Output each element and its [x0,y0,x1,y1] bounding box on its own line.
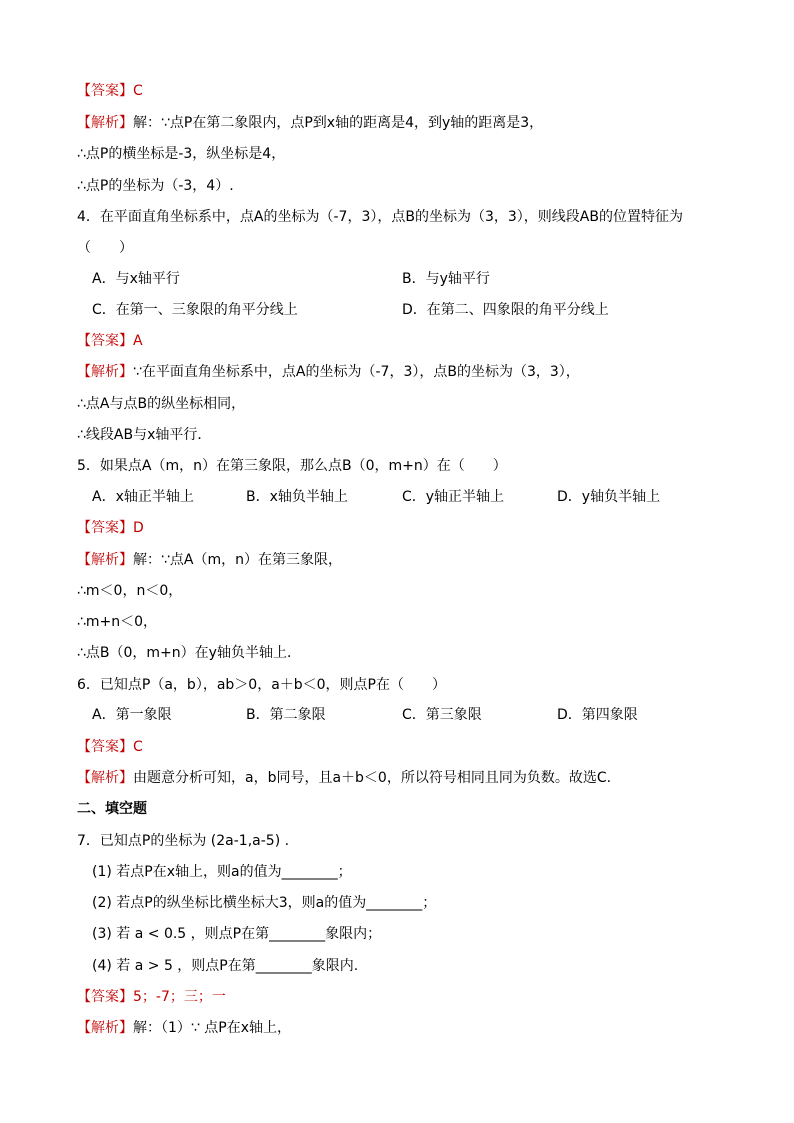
prev-answer-line [77,82,143,100]
answer-tag: 【答案】 [77,739,133,755]
q7-part-3: (3) 若 a < 0.5 ，则点P在第________象限内； [92,926,382,942]
answer-tag: 【答案】 [77,333,133,349]
analysis-tag: 【解析】 [77,770,133,786]
analysis-text: 由题意分析可知，a，b同号，且a＋b＜0，所以符号相同且同为负数。故选C. [133,770,612,786]
prev-analysis-line-1 [77,114,543,132]
q6-analysis-line [77,769,611,787]
q4-answer-line [77,332,143,350]
analysis-tag: 【解析】 [77,364,133,380]
q7-answer-line [77,988,226,1006]
answer-tag: 【答案】 [77,83,133,99]
q4-analysis-line-2: ∴点A与点B的纵坐标相同， [77,396,246,412]
q7-analysis-line [77,1019,291,1037]
analysis-text: 解：∵点A（m，n）在第三象限， [133,552,342,568]
answer-value: A [133,333,143,349]
q5-option-c: C．y轴正半轴上 [402,489,505,505]
q6-option-a: A．第一象限 [92,707,172,723]
q5-option-d: D．y轴负半轴上 [557,489,661,505]
answer-value: 5；-7；三；一 [133,989,226,1005]
q5-answer-line [77,519,144,537]
analysis-text: ∵在平面直角坐标系中，点A的坐标为（-7，3），点B的坐标为（3，3）， [133,364,580,380]
analysis-text: 解：（1）∵ 点P在x轴上， [133,1020,291,1036]
q5-option-a: A．x轴正半轴上 [92,489,194,505]
q5-analysis-line-2: ∴m＜0，n＜0， [77,583,183,599]
q4-stem-line-1: 4．在平面直角坐标系中，点A的坐标为（-7，3），点B的坐标为（3，3），则线段AB的位置特征为 [77,209,683,225]
answer-tag: 【答案】 [77,520,133,536]
prev-analysis-line-3: ∴点P的坐标为（-3，4）. [77,178,234,194]
q5-analysis-line-1 [77,551,342,569]
q7-part-2: (2) 若点P的纵坐标比横坐标大3，则a的值为________； [92,895,437,911]
q4-option-a: A．与x轴平行 [92,271,180,287]
q6-answer-line [77,738,143,756]
q7-part-1: (1) 若点P在x轴上，则a的值为________； [92,864,352,880]
analysis-tag: 【解析】 [77,115,133,131]
q4-analysis-line-3: ∴线段AB与x轴平行． [77,427,212,443]
answer-value: C [133,739,143,755]
q5-stem: 5．如果点A（m，n）在第三象限，那么点B（0，m+n）在（ ） [77,458,507,474]
section-title: 二、填空题 [77,801,147,817]
q6-stem: 6．已知点P（a，b），ab＞0，a＋b＜0，则点P在（ ） [77,677,447,693]
q6-option-d: D．第四象限 [557,707,638,723]
q4-option-b: B．与y轴平行 [402,271,490,287]
q4-analysis-line-1 [77,363,580,381]
q4-stem-line-2: （ ） [77,240,133,256]
prev-analysis-line-2: ∴点P的横坐标是-3，纵坐标是4， [77,146,286,162]
q5-option-b: B．x轴负半轴上 [246,489,348,505]
answer-value: D [133,520,144,536]
q5-analysis-line-4: ∴点B（0，m+n）在y轴负半轴上． [77,645,301,661]
q6-option-b: B．第二象限 [246,707,326,723]
analysis-tag: 【解析】 [77,552,133,568]
analysis-text: 解：∵点P在第二象限内，点P到x轴的距离是4，到y轴的距离是3， [133,115,544,131]
answer-value: C [133,83,143,99]
q7-stem: 7．已知点P的坐标为 (2a-1,a-5) . [77,833,290,849]
q5-analysis-line-3: ∴m+n＜0， [77,614,158,630]
q7-part-4: (4) 若 a > 5 ，则点P在第________象限内. [92,958,359,974]
q4-option-c: C．在第一、三象限的角平分线上 [92,302,298,318]
q4-option-d: D．在第二、四象限的角平分线上 [402,302,609,318]
analysis-tag: 【解析】 [77,1020,133,1036]
q6-option-c: C．第三象限 [402,707,482,723]
answer-tag: 【答案】 [77,989,133,1005]
